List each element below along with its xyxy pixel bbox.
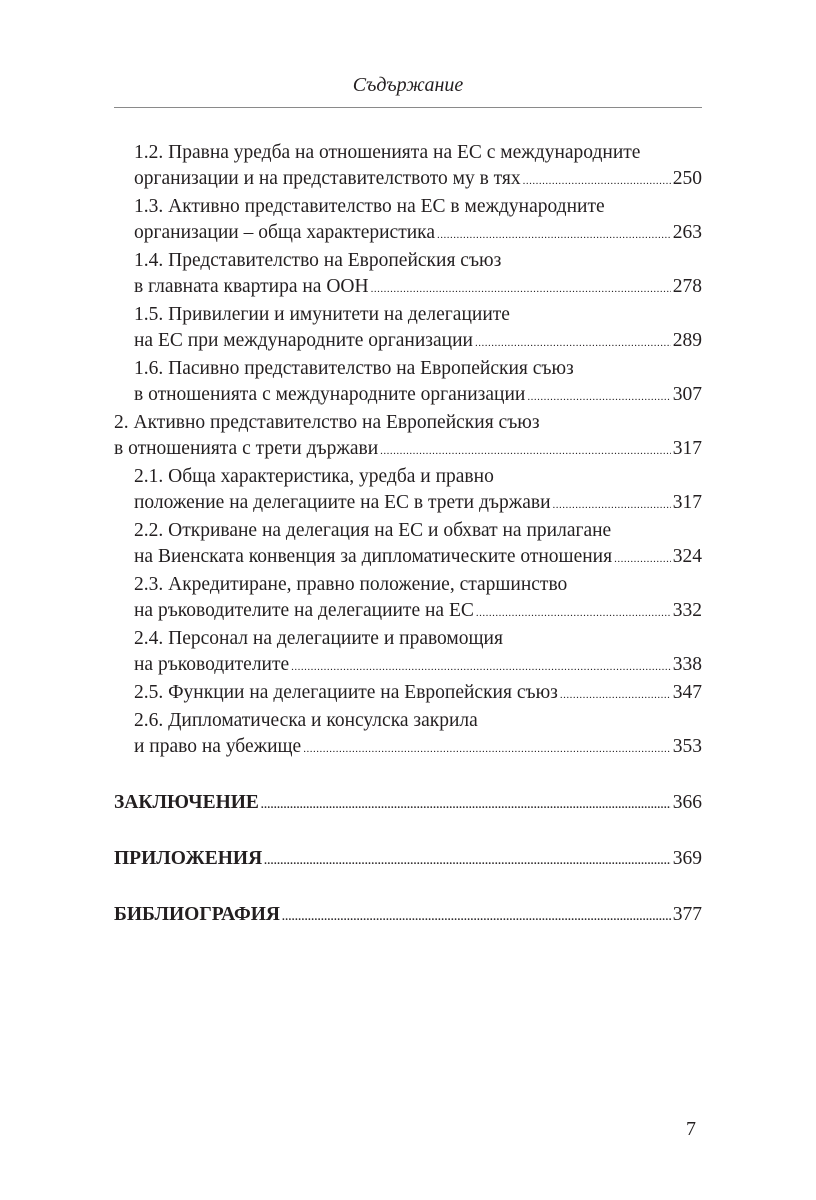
dot-leader [614,546,671,572]
toc-page-number: 338 [672,654,702,675]
dot-leader [264,848,671,874]
toc-entry-title-line: 2.3. Акредитиране, правно положение, старшинство [134,574,568,595]
dot-leader [560,682,671,708]
toc-entry-title: в отношенията с международните организации [134,384,526,405]
toc-entry[interactable] [114,680,702,708]
toc-entry-leader-line [134,166,702,194]
toc-entry-title: на ЕС при международните организации [134,330,473,351]
toc-entry-leader-line [134,382,702,410]
toc-page-number: 250 [672,168,702,189]
toc-entry-leader-line [134,544,702,572]
toc-page-number: 307 [672,384,702,405]
toc-entry-leader-line [134,734,702,762]
dot-leader [261,792,671,818]
header-rule [114,107,702,108]
toc-entry-title: в отношенията с трети държави [114,438,379,459]
toc-entry[interactable] [114,790,702,818]
toc-entry[interactable] [114,572,702,626]
toc-entry-title: на Виенската конвенция за дипломатическите отношения [134,546,613,567]
toc-entry[interactable] [114,248,702,302]
toc-entry-title: и право на убежище [134,736,302,757]
dot-leader [527,384,670,410]
toc-entry-title-line: 2.2. Откриване на делегация на ЕС и обхват на прилагане [134,520,612,541]
toc-entry-title: 2.5. Функции на делегациите на Европейския съюз [134,682,558,703]
toc-page-number: 369 [672,848,702,869]
toc-entry-leader-line [134,652,702,680]
dot-leader [291,654,671,680]
toc-entry[interactable] [114,464,702,518]
toc-page-number: 366 [672,792,702,813]
dot-leader [371,276,671,302]
toc-entry-title-line: 1.2. Правна уредба на отношенията на ЕС с международните [134,142,641,163]
dot-leader [282,904,671,930]
toc-entry-title-line: 1.5. Привилегии и имунитети на делегациите [134,304,510,325]
toc-entry[interactable] [114,518,702,572]
toc-entry-leader-line [134,274,702,302]
toc-page-number: 289 [672,330,702,351]
toc-entry-leader-line [114,902,702,930]
toc-page-number: 263 [672,222,702,243]
dot-leader [303,736,671,762]
toc-entry-title: организации – обща характеристика [134,222,435,243]
toc-entry[interactable] [114,902,702,930]
toc-entry-leader-line [134,220,702,248]
dot-leader [380,438,671,464]
toc-entry-title-line: 2.1. Обща характеристика, уредба и правно [134,466,494,487]
dot-leader [523,168,671,194]
dot-leader [476,600,671,626]
toc-entry-leader-line [114,790,702,818]
toc-entry-title-line: 2.4. Персонал на делегациите и правомощия [134,628,503,649]
toc-entry[interactable] [114,846,702,874]
toc-entry-title: в главната квартира на ООН [134,276,369,297]
toc-page-number: 324 [672,546,702,567]
toc-page-number: 317 [672,492,702,513]
toc-entry-title: на ръководителите на делегациите на ЕС [134,600,474,621]
toc-entry-leader-line [134,680,702,708]
toc-page-number: 353 [672,736,702,757]
toc-entry-title-line: 1.6. Пасивно представителство на Европейския съюз [134,358,574,379]
toc-entry-title-line: 1.4. Представителство на Европейския съюз [134,250,502,271]
toc-page-number: 377 [672,904,702,925]
toc-entry-title-line: 2.6. Дипломатическа и консулска закрила [134,710,478,731]
toc-entry-title-line: 2. Активно представителство на Европейския съюз [114,412,540,433]
toc-entry-title: на ръководителите [134,654,290,675]
toc-entry-leader-line [114,436,702,464]
toc-entry-title: ЗАКЛЮЧЕНИЕ [114,792,259,813]
toc-entry-title: организации и на представителството му в тях [134,168,521,189]
table-of-contents [114,140,702,930]
page-number: 7 [686,1118,696,1140]
toc-entry[interactable] [114,140,702,194]
toc-page-number: 332 [672,600,702,621]
toc-entry[interactable] [114,708,702,762]
toc-entry[interactable] [114,626,702,680]
toc-entry[interactable] [114,302,702,356]
dot-leader [475,330,671,356]
toc-entry-title: БИБЛИОГРАФИЯ [114,904,281,925]
toc-entry-leader-line [114,846,702,874]
toc-page-number: 317 [672,438,702,459]
toc-entry-leader-line [134,598,702,626]
dot-leader [553,492,671,518]
running-header: Съдържание [352,74,464,96]
toc-entry-title-line: 1.3. Активно представителство на ЕС в международните [134,196,605,217]
toc-page-number: 278 [672,276,702,297]
toc-entry-title: положение на делегациите на ЕС в трети държави [134,492,551,513]
toc-entry[interactable] [114,356,702,410]
toc-entry[interactable] [114,194,702,248]
toc-entry-title: ПРИЛОЖЕНИЯ [114,848,263,869]
toc-entry-leader-line [134,328,702,356]
dot-leader [437,222,671,248]
toc-page-number: 347 [672,682,702,703]
toc-entry-leader-line [134,490,702,518]
toc-entry[interactable] [114,410,702,464]
